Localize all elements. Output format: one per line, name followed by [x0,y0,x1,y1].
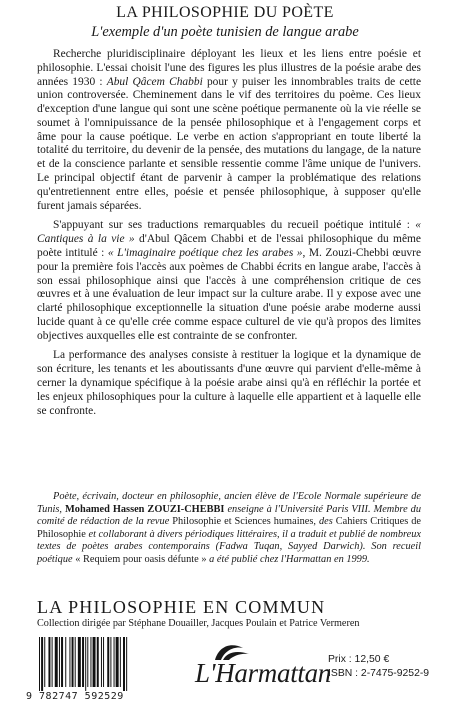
work-title-cantiques: « Cantiques à la vie » [37,219,421,246]
barcode [36,637,142,699]
barcode-bar [116,637,119,687]
price: Prix : 12,50 € [328,654,390,665]
barcode-bar [82,637,84,687]
barcode-bar [65,637,66,687]
summary-paragraph-1: Recherche pluridisciplinaire déployant les lieux et les liens entre poésie et philosophie. L'essai choisit l'une des figures les plus illustres de la poésie arabe des années 1930 : Abul Qâcem Chabbi pour y puiser les innombrables traits de cette union controversée. Cheminement dans le vif des territoires du poème. Ces lieux d'exception d'une langue qui sont une scène poétique permanente où la vie réelle se soumet à l'omnipuissance de la pensée philosophique et à l'engagement corps et âme pour la cause poétique. Le verbe en action s'appropriant en toute liberté la totalité du territoire, du devenir de la pensée, des mutations du langage, de la nature et de la conscience parlante et sensible ressentie comme l'âme unique de l'univers. Le principal objectif étant de parvenir à camper la problématique des relations qu'entretiennent entre elles, poésie et pensée philosophique, à supposer qu'elle furent jamais séparées. [37,48,422,212]
work-title-imaginaire: « L'imaginaire poétique chez les arabes » [107,246,303,259]
summary-paragraph-2: S'appuyant sur ses traductions remarquables du recueil poétique intitulé : « Cantiques à la vie » d'Abul Qâcem Chabbi et de l'essai philosophique du même poète intitulé : « L'imaginaire poétique chez les arabes », M. Zouzi-Chebbi œuvre pour la première fois l'accès aux poèmes de Chabbi écrits en langue arabe, l'accès à son essai philosophique ainsi que l'accès à une compréhension critique de ces œuvres et à une évaluation de leur impact sur la culture arabe. Il y expose avec une clarté philosophique exceptionnelle la situation d'une poésie arabe moderne aussi lucide quant à ce qu'elle crée comme espace culturel de vie qu'à propos des limites objectives auxquelles elle est contrainte de se confronter. [37,219,422,342]
barcode-bar [97,637,99,687]
barcode-digits: 9 782747 592529 [26,691,124,702]
barcode-bar [69,637,70,687]
publisher-logo-text: L'Harmattan [195,658,331,688]
barcode-bar [72,637,74,687]
barcode-bar [55,637,58,687]
barcode-bar [87,637,88,687]
summary-paragraph-3: La performance des analyses consiste à restituer la logique et la dynamique de son écriture, les tenants et les aboutissants d'une œuvre qui parvient d'elle-même à cerner la dynamique spécifique à la poésie arabe ainsi qu'à en réfléchir la portée et les enjeux philosophiques pour la culture à laquelle elle appartient et à laquelle elle se confronte. [37,349,421,417]
author-name: Mohamed Hassen ZOUZI-CHEBBI [65,503,225,515]
barcode-bar [103,637,104,687]
barcode-bar [39,637,40,691]
barcode-bar [101,637,102,687]
barcode-bar [123,637,125,691]
barcode-bar [59,637,60,687]
barcode-bar [120,637,121,687]
barcode-bar [61,637,63,687]
barcode-bar [110,637,111,687]
barcode-bar [93,637,96,687]
author-bio: Poète, écrivain, docteur en philosophie, ancien élève de l'Ecole Normale supérieure de Tunis, Mohamed Hassen ZOUZI-CHEBBI enseigne à l'Université Paris VIII. Membre du comité de rédaction de la revue Philosophie et Sciences humaines, des Cahiers Critiques de Philosophie et collaborant à divers périodiques littéraires, il a traduit et publié de nombreux textes de poètes arabes contemporains (Fadwa Tuqan, Sayyed Darwich). Son recueil poétique « Requiem pour oasis défunte » a été publié chez l'Harmattan en 1999. [37,491,422,565]
barcode-bars [36,637,142,691]
barcode-bar [114,637,115,687]
book-subtitle: L'exemple d'un poète tunisien de langue arabe [91,24,359,40]
barcode-bar [85,637,86,691]
summary-text [37,48,421,424]
barcode-bar [75,637,76,687]
barcode-bar [90,637,91,687]
barcode-bar [48,637,50,687]
book-title: LA PHILOSOPHIE DU POÈTE [116,4,334,21]
barcode-bar [107,637,109,687]
isbn: ISBN : 2-7475-9252-9 [328,668,430,679]
barcode-bar [78,637,81,687]
barcode-bar [126,637,127,691]
barcode-bar [44,637,45,687]
poet-name: Abul Qâcem Chabbi [106,75,203,88]
barcode-bar [41,637,43,691]
series-directors: Collection dirigée par Stéphane Douailler, Jacques Poulain et Patrice Vermeren [37,618,360,629]
barcode-bar [52,637,53,687]
publisher-logo [195,640,331,700]
series-title: LA PHILOSOPHIE EN COMMUN [37,597,326,617]
